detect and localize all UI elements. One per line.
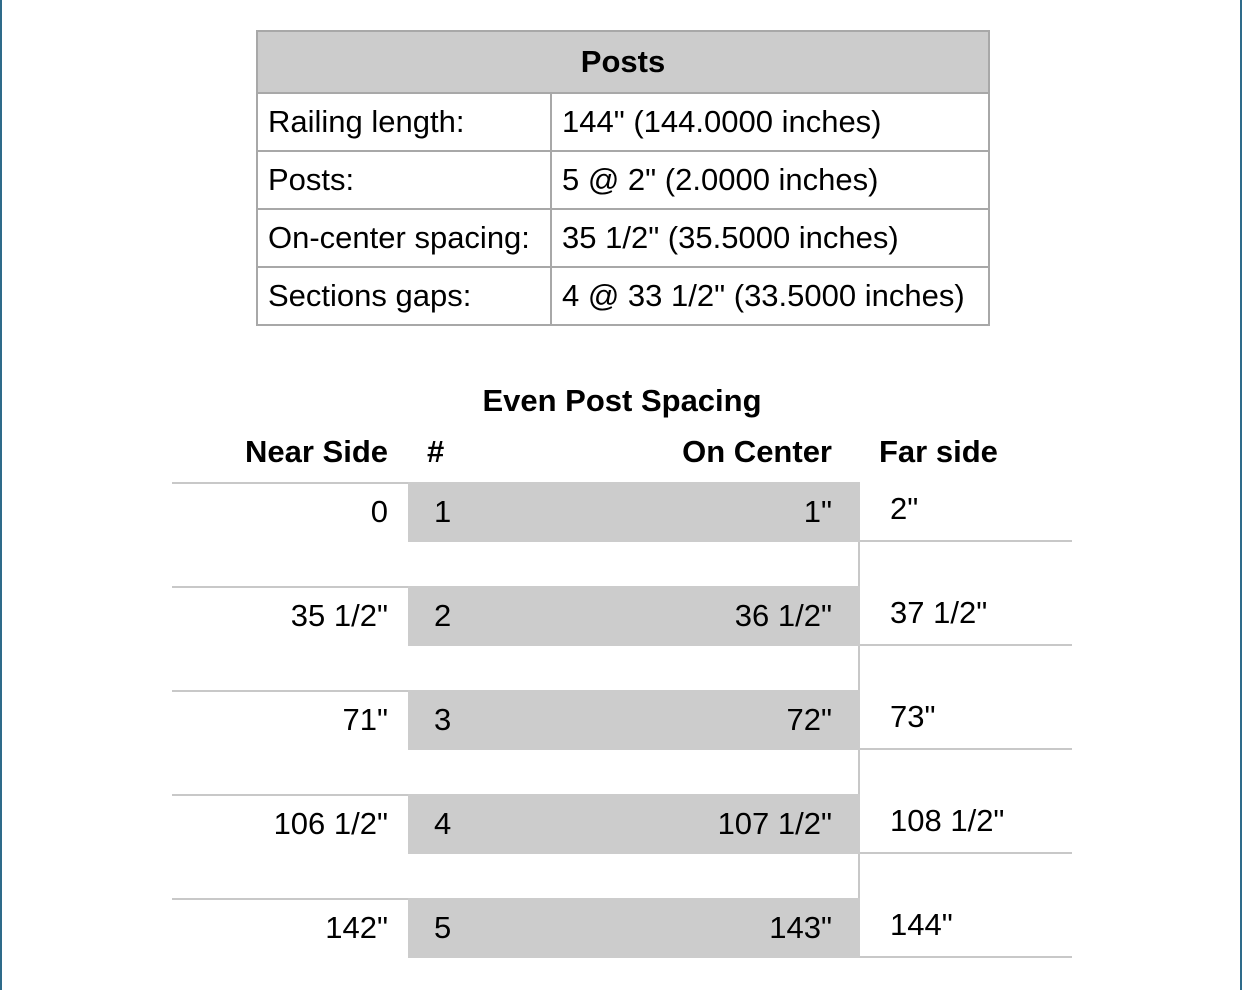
posts-table-header: Posts [257, 31, 989, 93]
post-number: 4 [434, 806, 452, 841]
post-spacing-rows [172, 482, 1072, 1002]
even-post-spacing-title: Even Post Spacing [482, 383, 762, 418]
railing-length-value: 144" (144.0000 inches) [551, 93, 989, 151]
on-center-value: 143" [769, 910, 832, 945]
on-center-spacing-label: On-center spacing: [257, 209, 551, 267]
section-gap [408, 750, 860, 794]
near-side-value: 142" [172, 898, 408, 958]
post-row [172, 482, 1072, 586]
far-side-value: 37 1/2" [860, 586, 1072, 646]
section-gap [408, 854, 860, 898]
table-row [257, 151, 989, 209]
post-row [172, 794, 1072, 898]
section-gaps-label: Sections gaps: [257, 267, 551, 325]
post-number-header: # [427, 434, 445, 469]
post-bar [408, 586, 860, 646]
far-side-value: 108 1/2" [860, 794, 1072, 854]
railing-length-label: Railing length: [257, 93, 551, 151]
on-center-spacing-value: 35 1/2" (35.5000 inches) [551, 209, 989, 267]
far-side-value: 2" [860, 482, 1072, 542]
far-side-header: Far side [879, 434, 998, 469]
near-side-header: Near Side [244, 434, 388, 469]
post-bar [408, 690, 860, 750]
near-side-value: 71" [172, 690, 408, 750]
on-center-value: 36 1/2" [734, 598, 832, 633]
far-side-value: 144" [860, 898, 1072, 958]
post-number: 5 [434, 910, 452, 945]
section-gap [408, 542, 860, 586]
post-number: 1 [434, 494, 452, 529]
on-center-value: 1" [803, 494, 832, 529]
post-row [172, 898, 1072, 1002]
post-row [172, 586, 1072, 690]
post-number: 3 [434, 702, 452, 737]
posts-count-value: 5 @ 2" (2.0000 inches) [551, 151, 989, 209]
section-gaps-value: 4 @ 33 1/2" (33.5000 inches) [551, 267, 989, 325]
section-gap [408, 646, 860, 690]
post-bar [408, 482, 860, 542]
near-side-value: 35 1/2" [172, 586, 408, 646]
posts-summary-table [256, 30, 990, 326]
table-row [257, 93, 989, 151]
post-number: 2 [434, 598, 452, 633]
post-bar [408, 794, 860, 854]
posts-count-label: Posts: [257, 151, 551, 209]
table-row [257, 267, 989, 325]
far-side-value: 73" [860, 690, 1072, 750]
post-bar [408, 898, 860, 958]
on-center-header: On Center [682, 434, 832, 469]
on-center-value: 72" [786, 702, 832, 737]
post-row [172, 690, 1072, 794]
on-center-value: 107 1/2" [717, 806, 832, 841]
near-side-value: 106 1/2" [172, 794, 408, 854]
table-row [257, 209, 989, 267]
near-side-value: 0 [172, 482, 408, 542]
